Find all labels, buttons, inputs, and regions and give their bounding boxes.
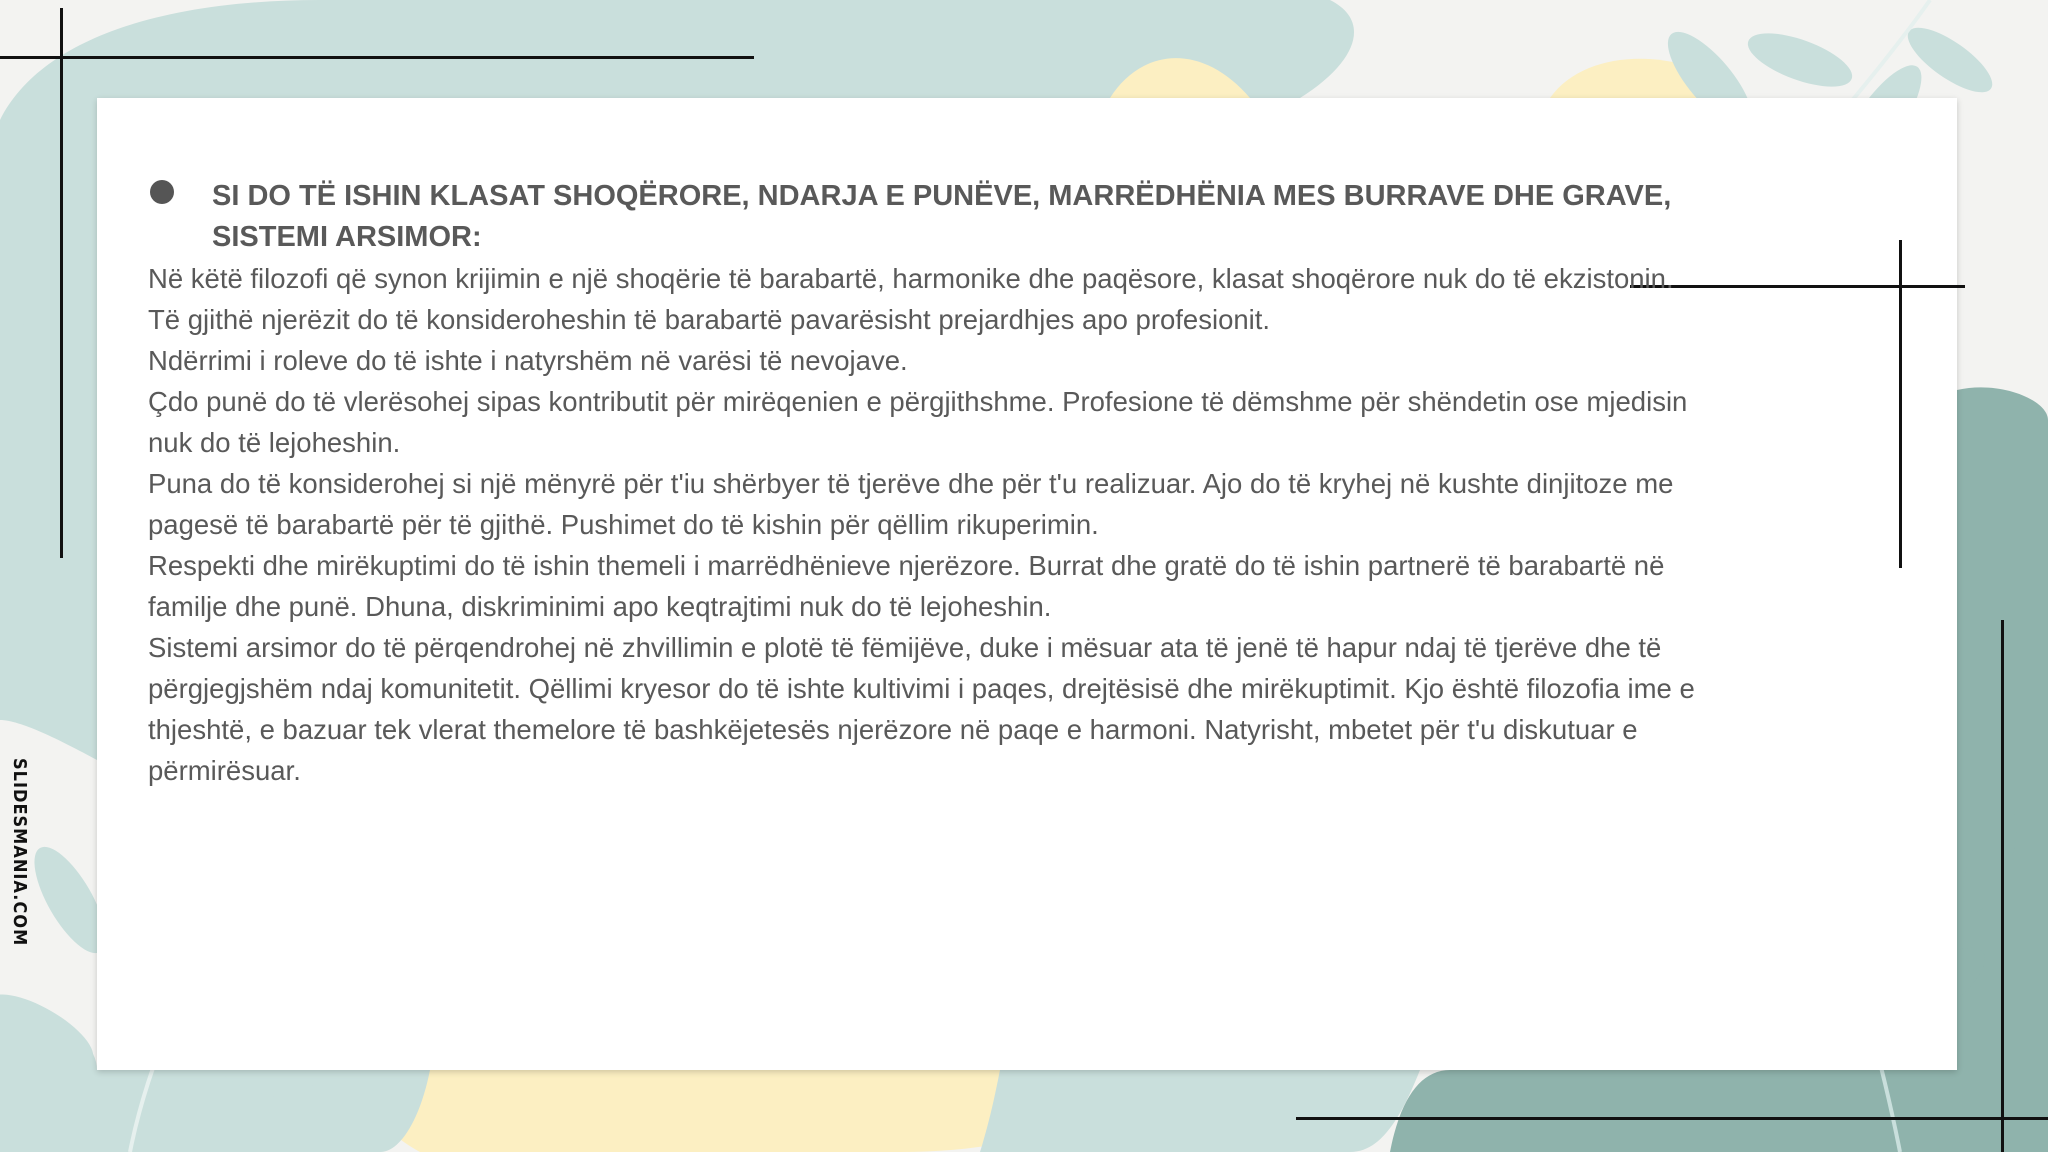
line-bottom-horizontal [1296,1117,2048,1120]
slide-heading: SI DO TË ISHIN KLASAT SHOQËRORE, NDARJA E PUNËVE, MARRËDHËNIA MES BURRAVE DHE GRAVE, SISTEMI ARSIMOR: [212,180,1672,253]
line-top-left-horizontal [0,56,754,59]
paragraph-roles: Ndërrimi i roleve do të ishte i natyrshëm në varësi të nevojave. [148,345,908,376]
line-top-left-vertical [60,8,63,558]
sage-blob-bottom [980,1070,1420,1152]
paragraph-education: Sistemi arsimor do të përqendrohej në zhvillimin e plotë të fëmijëve, duke i mësuar ata të jenë të hapur ndaj të tjerëve dhe të përgjegjshëm ndaj komunitetit. Qëllimi kryesor do të ishte kultivimi i paqes, drejtësisë dhe mirëkuptimit. Kjo është filozofia ime e thjeshtë, e bazuar tek vlerat themelore të bashkëjetesës njerëzore në paqe e harmoni. Natyrisht, mbetet për t'u diskutuar e përmirësuar. [148,632,1695,786]
bullet-dot-icon [150,180,174,204]
paragraph-relations: Respekti dhe mirëkuptimi do të ishin themeli i marrëdhënieve njerëzore. Burrat dhe gratë do të ishin partnerë të barabartë në familje dhe punë. Dhuna, diskriminimi apo keqtrajtimi nuk do të lejoheshin. [148,550,1665,622]
paragraph-work-value: Çdo punë do të vlerësohej sipas kontributit për mirëqenien e përgjithshme. Profesione të dëmshme për shëndetin ose mjedisin nuk do të lejoheshin. [148,386,1688,458]
slide-body [148,258,1708,791]
line-right-vertical [1899,240,1902,568]
paragraph-classes: Në këtë filozofi që synon krijimin e një shoqërie të barabartë, harmonike dhe paqësore, klasat shoqërore nuk do të ekzistonin. Të gjithë njerëzit do të konsideroheshin të barabartë pavarësisht prejardhjes apo profesionit. [148,263,1674,335]
paragraph-work: Puna do të konsiderohej si një mënyrë për t'iu shërbyer të tjerëve dhe për t'u realizuar. Ajo do të kryhej në kushte dinjitoze me pagesë të barabartë për të gjithë. Pushimet do të kishin për qëllim rikuperimin. [148,468,1674,540]
line-bottom-right-vertical [2001,620,2004,1152]
brand-watermark: SLIDESMANIA.COM [9,758,30,947]
